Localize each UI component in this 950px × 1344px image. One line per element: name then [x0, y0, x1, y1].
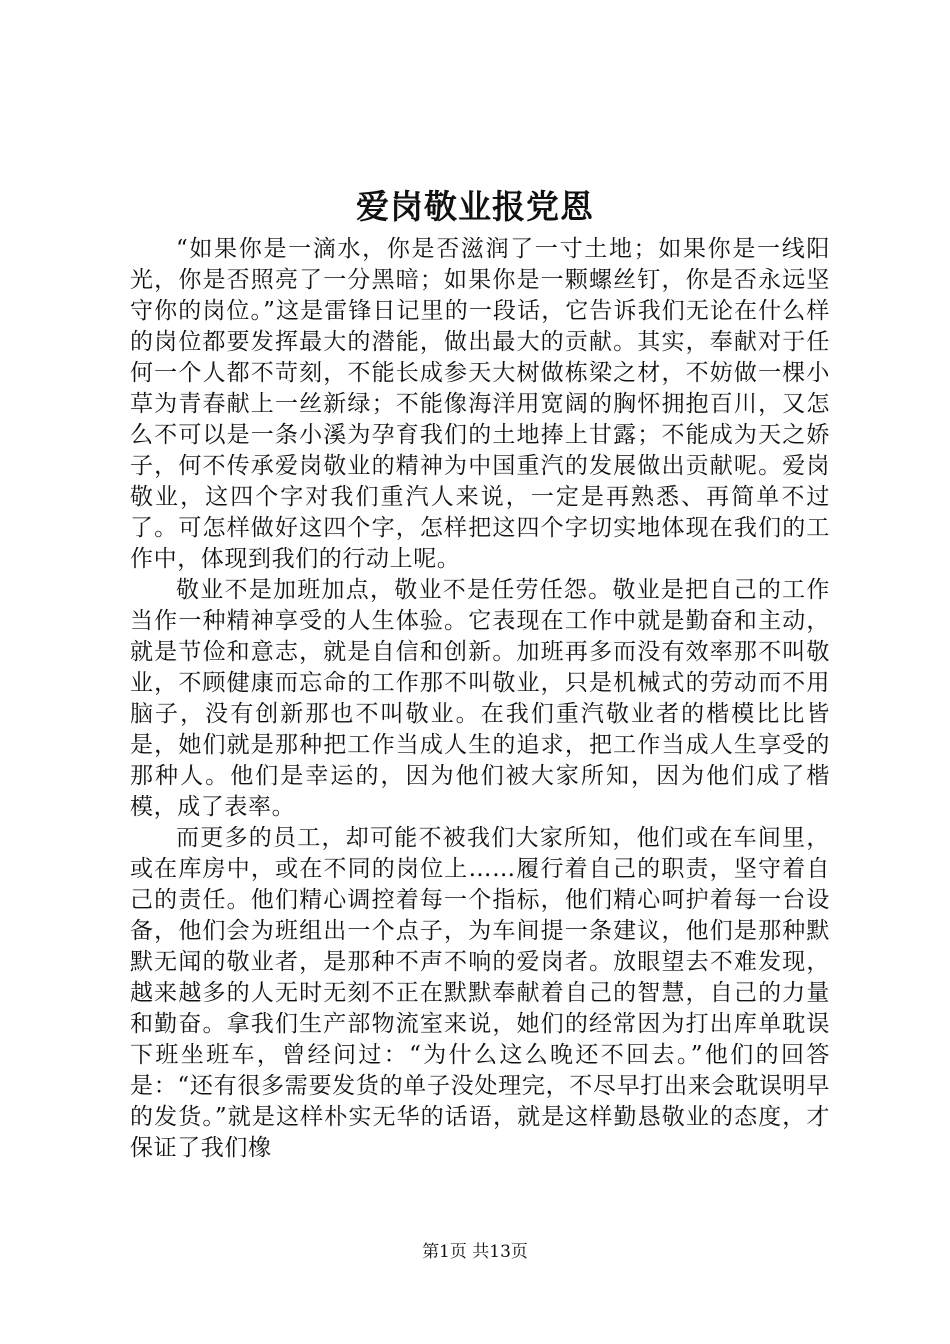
paragraph: “如果你是一滴水，你是否滋润了一寸土地；如果你是一线阳光，你是否照亮了一分黑暗；如果你是一颗螺丝钉，你是否永远坚守你的岗位。”这是雷锋日记里的一段话，它告诉我们无论在什么样的岗位都要发挥最大的潜能，做出最大的贡献。其实，奉献对于任何一个人都不苛刻，不能长成参天大树做栋梁之材，不妨做一棵小草为青春献上一丝新绿；不能像海洋用宽阔的胸怀拥抱百川，又怎么不可以是一条小溪为孕育我们的土地捧上甘露；不能成为天之娇子，何不传承爱岗敬业的精神为中国重汽的发展做出贡献呢。爱岗敬业，这四个字对我们重汽人来说，一定是再熟悉、再简单不过了。可怎样做好这四个字，怎样把这四个字切实地体现在我们的工作中，体现到我们的行动上呢。: [130, 236, 830, 572]
paragraph: 而更多的员工，却可能不被我们大家所知，他们或在车间里，或在库房中，或在不同的岗位上……履行着自己的职责，坚守着自己的责任。他们精心调控着每一个指标，他们精心呵护着每一台设备，他们会为班组出一个点子，为车间提一条建议，他们是那种默默无闻的敬业者，是那种不声不响的爱岗者。放眼望去不难发现，越来越多的人无时无刻不正在默默奉献着自己的智慧，自己的力量和勤奋。拿我们生产部物流室来说，她们的经常因为打出库单耽误下班坐班车，曾经问过：“为什么这么晚还不回去。”他们的回答是：“还有很多需要发货的单子没处理完，不尽早打出来会耽误明早的发货。”就是这样朴实无华的话语，就是这样勤恳敬业的态度，才保证了我们橡: [130, 825, 830, 1161]
document-title: 爱岗敬业报党恩: [356, 187, 594, 226]
document-body: [130, 234, 830, 1164]
paragraph: 敬业不是加班加点，敬业不是任劳任怨。敬业是把自己的工作当作一种精神享受的人生体验。它表现在工作中就是勤奋和主动，就是节俭和意志，就是自信和创新。加班再多而没有效率那不叫敬业，不顾健康而忘命的工作那不叫敬业，只是机械式的劳动而不用脑子，没有创新那也不叫敬业。在我们重汽敬业者的楷模比比皆是，她们就是那种把工作当成人生的追求，把工作当成人生享受的那种人。他们是幸运的，因为他们被大家所知，因为他们成了楷模，成了表率。: [130, 577, 830, 820]
page-footer: [0, 1240, 950, 1264]
page-number: 第1页 共13页: [422, 1242, 528, 1262]
